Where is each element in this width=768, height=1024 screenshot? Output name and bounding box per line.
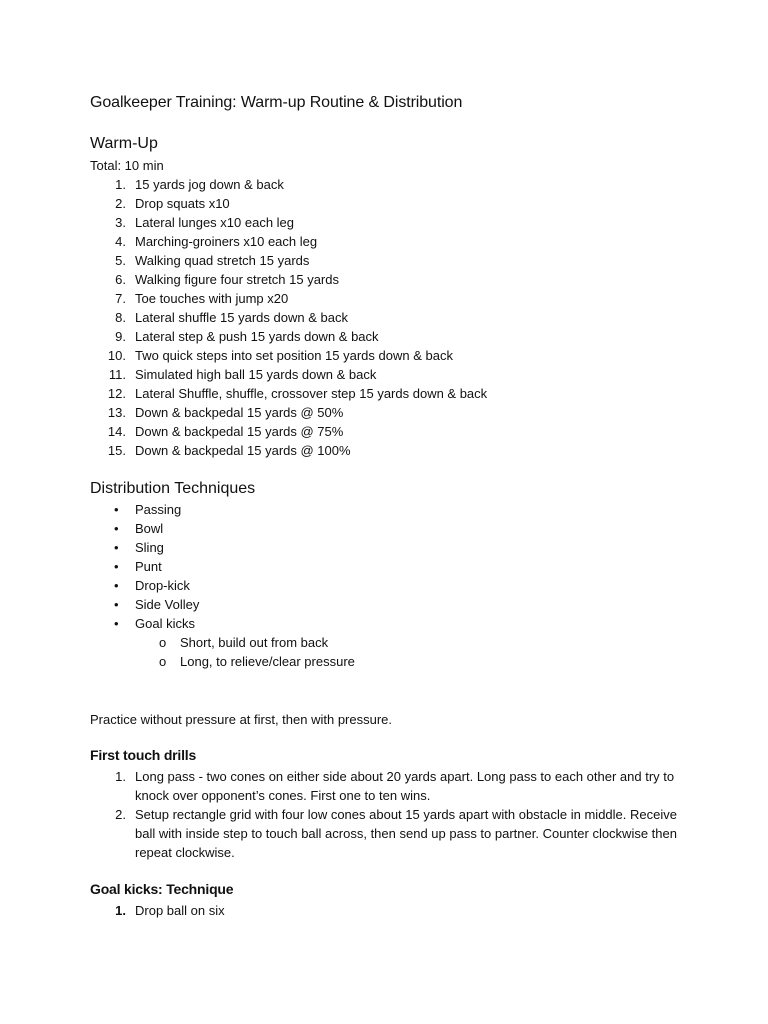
first-touch-heading: First touch drills (90, 747, 197, 763)
item-number: 14. (107, 424, 126, 439)
item-text: 15 yards jog down & back (135, 177, 284, 192)
item-text: Passing (135, 502, 182, 517)
item-text: Drop squats x10 (135, 196, 230, 211)
bullet-glyph: • (114, 521, 119, 536)
item-number: 13. (107, 405, 126, 420)
item-text: Bowl (135, 521, 164, 536)
item-text: Lateral step & push 15 yards down & back (135, 329, 379, 344)
item-text: Simulated high ball 15 yards down & back (135, 367, 377, 382)
item-text: Lateral lunges x10 each leg (135, 215, 295, 230)
item-text: Two quick steps into set position 15 yards down & back (135, 348, 453, 363)
item-text: Setup rectangle grid with four low cones about 15 yards apart with obstacle in middle. Receive ball with inside step to touch ball across, then send up pass to partner. Counter clockwise then repeat clockwise. (135, 807, 677, 860)
warmup-total: Total: 10 min (90, 158, 164, 173)
item-number: 4. (115, 234, 126, 249)
item-number: 10. (107, 348, 126, 363)
item-number: 3. (115, 215, 126, 230)
item-text: Lateral shuffle 15 yards down & back (135, 310, 348, 325)
bullet-glyph: • (114, 597, 119, 612)
item-text: Sling (135, 540, 164, 555)
sub-bullet-glyph: o (159, 654, 167, 669)
document-title: Goalkeeper Training: Warm-up Routine & Distribution (90, 94, 463, 111)
item-number: 6. (115, 272, 126, 287)
item-text: Drop ball on six (135, 903, 225, 918)
bullet-glyph: • (114, 540, 119, 555)
bullet-glyph: • (114, 502, 119, 517)
item-text: Lateral Shuffle, shuffle, crossover step 15 yards down & back (135, 386, 488, 401)
item-text: Down & backpedal 15 yards @ 75% (135, 424, 344, 439)
item-number: 2. (115, 807, 126, 822)
item-text: Goal kicks (135, 616, 195, 631)
bullet-glyph: • (114, 578, 119, 593)
item-number: 9. (115, 329, 126, 344)
item-text: Walking quad stretch 15 yards (135, 253, 310, 268)
item-number: 1. (115, 177, 126, 192)
item-number: 7. (115, 291, 126, 306)
practice-note: Practice without pressure at first, then with pressure. (90, 712, 393, 727)
item-text: Long pass - two cones on either side about 20 yards apart. Long pass to each other and try to knock over opponent’s cones. First one to ten wins. (135, 769, 675, 803)
item-number: 2. (115, 196, 126, 211)
item-number: 12. (107, 386, 126, 401)
item-number: 1. (115, 903, 126, 918)
item-number: 8. (115, 310, 126, 325)
item-number: 5. (115, 253, 126, 268)
item-text: Drop-kick (135, 578, 190, 593)
item-number: 1. (115, 769, 126, 784)
item-text: Long, to relieve/clear pressure (180, 654, 355, 669)
item-text: Marching-groiners x10 each leg (135, 234, 318, 249)
warmup-heading: Warm-Up (90, 135, 158, 152)
item-number: 11. (108, 367, 126, 382)
item-text: Punt (135, 559, 162, 574)
bullet-glyph: • (114, 616, 119, 631)
item-text: Toe touches with jump x20 (135, 291, 289, 306)
item-text: Down & backpedal 15 yards @ 50% (135, 405, 344, 420)
item-text: Walking figure four stretch 15 yards (135, 272, 339, 287)
distribution-heading: Distribution Techniques (90, 480, 256, 497)
item-text: Down & backpedal 15 yards @ 100% (135, 443, 351, 458)
item-text: Short, build out from back (180, 635, 329, 650)
sub-bullet-glyph: o (159, 635, 167, 650)
item-text: Side Volley (135, 597, 200, 612)
bullet-glyph: • (114, 559, 119, 574)
item-number: 15. (107, 443, 126, 458)
goal-kicks-heading: Goal kicks: Technique (90, 881, 234, 897)
